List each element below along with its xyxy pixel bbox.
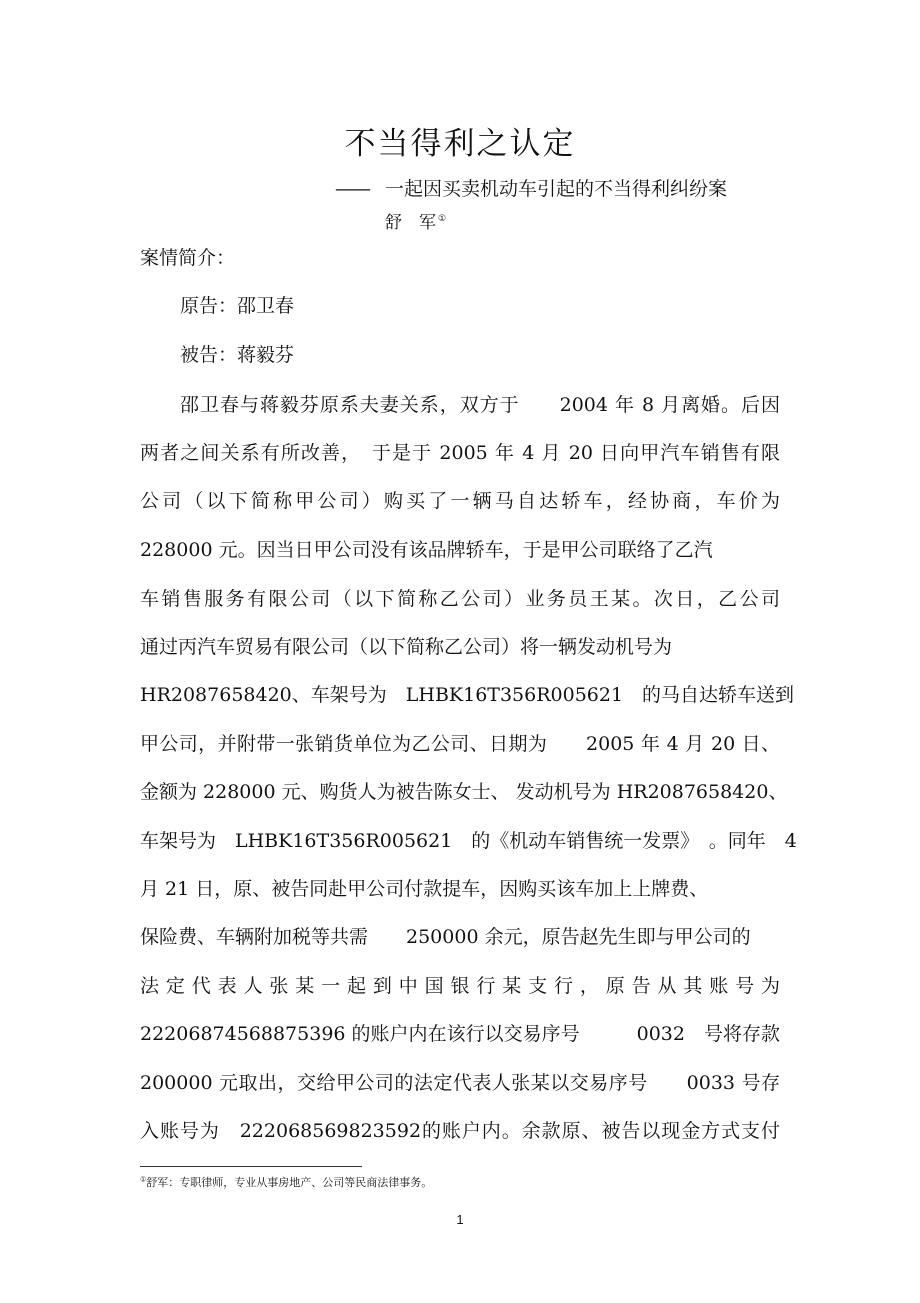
author-name: 舒 军 [385, 213, 436, 233]
subtitle-dash: —— [335, 178, 369, 200]
body-line: 200000 元取出，交给甲公司的法定代表人张某以交易序号 0033 号存 [140, 1072, 780, 1094]
body-line: 金额为 228000 元、购货人为被告陈女士、 发动机号为 HR2087658420、 [140, 781, 788, 803]
body-line: 法定代表人张某一起到中国银行某支行，原告从其账号为 [140, 975, 780, 997]
body-line: 甲公司，并附带一张销货单位为乙公司、日期为 2005 年 4 月 20 日、 [140, 733, 780, 755]
body-line: 月 21 日，原、被告同赴甲公司付款提车，因购买该车加上上牌费、 [140, 878, 709, 900]
body-line: 入账号为 222068569823592的账户内。余款原、被告以现金方式支付 [140, 1120, 780, 1142]
body-line: 通过丙汽车贸易有限公司（以下简称乙公司）将一辆发动机号为 [140, 636, 673, 658]
body-line: HR2087658420、车架号为 LHBK16T356R005621 的马自达轿车送到 [140, 684, 795, 706]
subtitle-text: 一起因买卖机动车引起的不当得利纠纷案 [385, 178, 728, 200]
body-line: 22206874568875396 的账户内在该行以交易序号 0032 号将存款 [140, 1023, 780, 1045]
author-line [385, 208, 446, 233]
defendant-line: 被告：蒋毅芬 [180, 344, 295, 366]
body-line: 228000 元。因当日甲公司没有该品牌轿车，于是甲公司联络了乙汽 [140, 539, 713, 561]
footnote-mark: ① [140, 1175, 147, 1184]
footnote-text: 舒军：专职律师，专业从事房地产、公司等民商法律事务。 [146, 1176, 433, 1189]
body-line: 公司（以下简称甲公司）购买了一辆马自达轿车，经协商，车价为 [140, 490, 780, 512]
document-title: 不当得利之认定 [344, 126, 576, 162]
plaintiff-line: 原告：邵卫春 [180, 295, 295, 317]
body-line: 车架号为 LHBK16T356R005621 的《机动车销售统一发票》 。同年 4 [140, 830, 797, 852]
author-footnote-mark: ① [438, 214, 447, 225]
body-line: 邵卫春与蒋毅芬原系夫妻关系，双方于 2004 年 8 月离婚。后因 [180, 394, 780, 416]
page-number: 1 [456, 1212, 464, 1227]
footnote [140, 1174, 432, 1190]
body-line: 两者之间关系有所改善， 于是于 2005 年 4 月 20 日向甲汽车销售有限 [140, 442, 780, 464]
body-line: 保险费、车辆附加税等共需 250000 余元，原告赵先生即与甲公司的 [140, 926, 751, 948]
document-subtitle [335, 174, 727, 201]
footnote-divider [140, 1166, 362, 1167]
section-heading: 案情简介： [140, 247, 236, 269]
body-line: 车销售服务有限公司（以下简称乙公司）业务员王某。次日，乙公司 [140, 588, 780, 610]
